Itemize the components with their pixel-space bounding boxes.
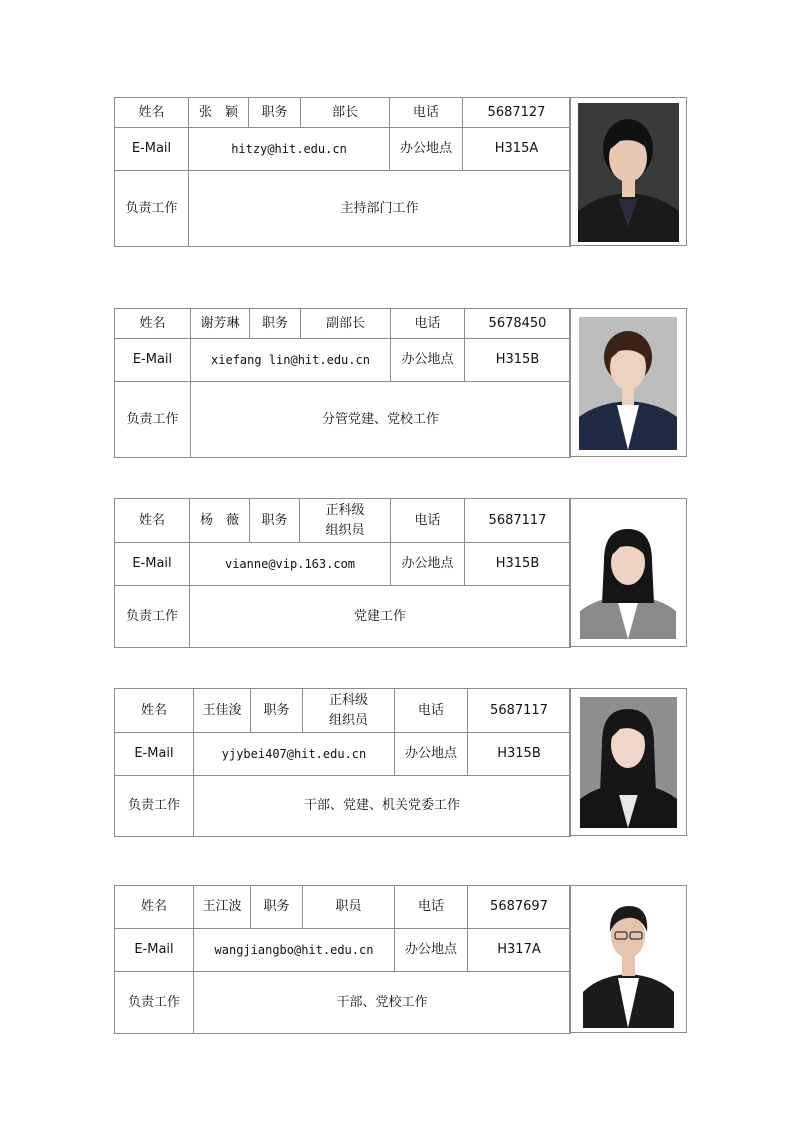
- portrait-photo: [580, 697, 677, 828]
- position-label: 职务: [250, 309, 301, 339]
- position-value: 部长: [301, 98, 390, 128]
- staff-info-table: [114, 885, 571, 1034]
- duty-value: 主持部门工作: [189, 171, 571, 247]
- duty-value: 干部、党建、机关党委工作: [194, 776, 571, 837]
- name-label: 姓名: [115, 499, 190, 543]
- duty-label: 负责工作: [115, 776, 194, 837]
- phone-label: 电话: [390, 98, 463, 128]
- email-label: E-Mail: [115, 128, 189, 171]
- phone-value: 5687127: [463, 98, 571, 128]
- position-label: 职务: [251, 886, 303, 929]
- staff-info-table: [114, 688, 571, 837]
- name-label: 姓名: [115, 886, 194, 929]
- phone-label: 电话: [395, 886, 468, 929]
- email-value: xiefang lin@hit.edu.cn: [191, 339, 391, 382]
- staff-card: [114, 688, 688, 836]
- office-label: 办公地点: [391, 339, 465, 382]
- email-value: wangjiangbo@hit.edu.cn: [194, 929, 395, 972]
- name-value: 谢芳琳: [191, 309, 250, 339]
- name-value: 杨 薇: [190, 499, 250, 543]
- office-label: 办公地点: [391, 543, 465, 586]
- email-value: hitzy@hit.edu.cn: [189, 128, 390, 171]
- name-label: 姓名: [115, 98, 189, 128]
- office-label: 办公地点: [395, 733, 468, 776]
- email-label: E-Mail: [115, 929, 194, 972]
- duty-label: 负责工作: [115, 171, 189, 247]
- staff-card: [114, 97, 688, 246]
- office-label: 办公地点: [395, 929, 468, 972]
- office-value: H315B: [465, 543, 571, 586]
- email-label: E-Mail: [115, 543, 190, 586]
- duty-value: 党建工作: [190, 586, 571, 648]
- phone-value: 5678450: [465, 309, 571, 339]
- position-value: 正科级 组织员: [303, 689, 395, 733]
- email-value: yjybei407@hit.edu.cn: [194, 733, 395, 776]
- email-label: E-Mail: [115, 339, 191, 382]
- duty-label: 负责工作: [115, 382, 191, 458]
- name-value: 王江波: [194, 886, 251, 929]
- position-value: 正科级 组织员: [300, 499, 391, 543]
- phone-label: 电话: [391, 499, 465, 543]
- office-value: H315B: [468, 733, 571, 776]
- photo-cell: [569, 885, 687, 1033]
- portrait-photo: [583, 892, 674, 1028]
- portrait-photo: [580, 521, 676, 639]
- photo-cell: [569, 498, 687, 647]
- name-label: 姓名: [115, 689, 194, 733]
- office-value: H315B: [465, 339, 571, 382]
- portrait-photo: [578, 103, 679, 242]
- office-label: 办公地点: [390, 128, 463, 171]
- email-label: E-Mail: [115, 733, 194, 776]
- email-value: vianne@vip.163.com: [190, 543, 391, 586]
- position-value: 副部长: [301, 309, 391, 339]
- position-label: 职务: [250, 499, 300, 543]
- phone-label: 电话: [395, 689, 468, 733]
- photo-cell: [569, 688, 687, 836]
- name-label: 姓名: [115, 309, 191, 339]
- duty-label: 负责工作: [115, 972, 194, 1034]
- office-value: H315A: [463, 128, 571, 171]
- staff-card: [114, 498, 688, 647]
- staff-card: [114, 308, 688, 457]
- portrait-photo: [579, 317, 677, 450]
- duty-value: 干部、党校工作: [194, 972, 571, 1034]
- position-label: 职务: [251, 689, 303, 733]
- photo-cell: [569, 308, 687, 457]
- phone-value: 5687117: [468, 689, 571, 733]
- position-value: 职员: [303, 886, 395, 929]
- staff-info-table: [114, 308, 571, 458]
- photo-cell: [569, 97, 687, 246]
- phone-value: 5687697: [468, 886, 571, 929]
- office-value: H317A: [468, 929, 571, 972]
- duty-label: 负责工作: [115, 586, 190, 648]
- phone-label: 电话: [391, 309, 465, 339]
- name-value: 张 颖: [189, 98, 249, 128]
- duty-value: 分管党建、党校工作: [191, 382, 571, 458]
- name-value: 王佳浚: [194, 689, 251, 733]
- position-label: 职务: [249, 98, 301, 128]
- staff-card: [114, 885, 688, 1033]
- staff-info-table: [114, 498, 571, 648]
- phone-value: 5687117: [465, 499, 571, 543]
- staff-info-table: [114, 97, 571, 247]
